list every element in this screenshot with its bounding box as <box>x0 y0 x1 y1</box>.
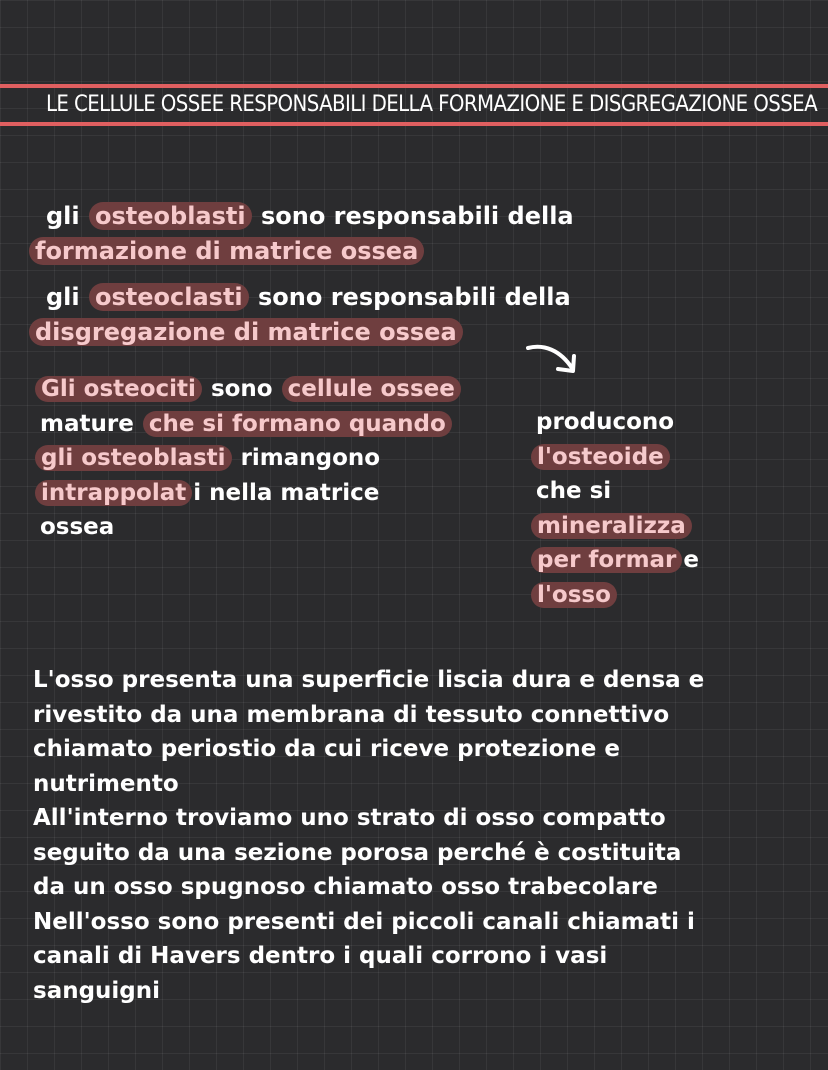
osteoblasti-line-1 <box>46 199 574 233</box>
text-fragment: mature <box>40 410 142 437</box>
highlight-cellule-ossee: cellule ossee <box>282 376 461 402</box>
curved-arrow-icon <box>522 338 582 382</box>
osteociti-line-1 <box>34 372 462 407</box>
text-fragment: sono responsabili della <box>252 202 574 230</box>
text-fragment: rimangono <box>232 445 381 471</box>
highlight-per-formare: per formar <box>531 547 682 573</box>
producono-line-6 <box>530 578 699 613</box>
osteociti-line-3 <box>34 441 462 476</box>
producono-line-4 <box>530 509 699 544</box>
producono-line-2 <box>530 440 699 475</box>
osteoclasti-line-2 <box>28 315 464 349</box>
paragraph-line: seguito da una sezione porosa perché è costituita <box>33 839 682 866</box>
text-fragment: i nella matrice <box>193 479 380 506</box>
paragraph-line: nutrimento <box>33 770 179 797</box>
text-fragment: sono responsabili della <box>249 283 571 311</box>
text-fragment: che si <box>536 478 612 504</box>
highlight-intrappolati: intrappolat <box>35 480 192 506</box>
producono-line-1 <box>530 405 699 440</box>
osteoclasti-line-1 <box>46 280 571 314</box>
paragraph-line: da un osso spugnoso chiamato osso trabecolare <box>33 874 658 900</box>
producono-block <box>530 405 699 612</box>
highlight-che-si-formano: che si formano quando <box>143 411 452 437</box>
highlight-formazione: formazione di matrice ossea <box>29 237 424 265</box>
title-band <box>0 84 828 128</box>
text-fragment: gli <box>46 202 88 230</box>
text-fragment: e <box>683 547 700 573</box>
producono-line-3 <box>530 474 699 509</box>
text-fragment: sono <box>202 376 281 402</box>
highlight-osteoclasti: osteoclasti <box>89 283 249 311</box>
highlight-osteociti: Gli osteociti <box>35 376 202 402</box>
highlight-mineralizza: mineralizza <box>531 513 692 539</box>
highlight-osso: l'osso <box>531 582 617 608</box>
osteociti-line-4 <box>34 476 462 511</box>
paragraph-line: sanguigni <box>33 977 161 1004</box>
paragraph-line: canali di Havers dentro i quali corrono i vasi <box>33 943 608 969</box>
paragraph-line: Nell'osso sono presenti dei piccoli canali chiamati i <box>33 908 695 935</box>
body-paragraph <box>33 663 704 1008</box>
paragraph-line: chiamato periostio da cui riceve protezione e <box>33 736 620 762</box>
osteoblasti-line-2 <box>28 234 425 268</box>
osteociti-line-5 <box>34 510 462 545</box>
highlight-gli-osteoblasti: gli osteoblasti <box>35 445 232 471</box>
paragraph-line: All'interno troviamo uno strato di osso compatto <box>33 805 666 831</box>
text-fragment: gli <box>46 283 88 311</box>
page-title: LE CELLULE OSSEE RESPONSABILI DELLA FORMAZIONE E DISGREGAZIONE OSSEA <box>46 92 817 117</box>
text-fragment: ossea <box>40 514 115 540</box>
paragraph-line: rivestito da una membrana di tessuto connettivo <box>33 701 670 728</box>
title-rule-bottom <box>0 122 828 126</box>
text-fragment: producono <box>536 409 675 435</box>
highlight-disgregazione: disgregazione di matrice ossea <box>29 318 463 346</box>
paragraph-line: L'osso presenta una superficie liscia dura e densa e <box>33 667 705 693</box>
highlight-osteoblasti: osteoblasti <box>89 202 252 230</box>
highlight-osteoide: l'osteoide <box>531 444 670 470</box>
producono-line-5 <box>530 543 699 578</box>
osteociti-line-2 <box>34 407 462 442</box>
osteociti-block <box>34 372 462 545</box>
